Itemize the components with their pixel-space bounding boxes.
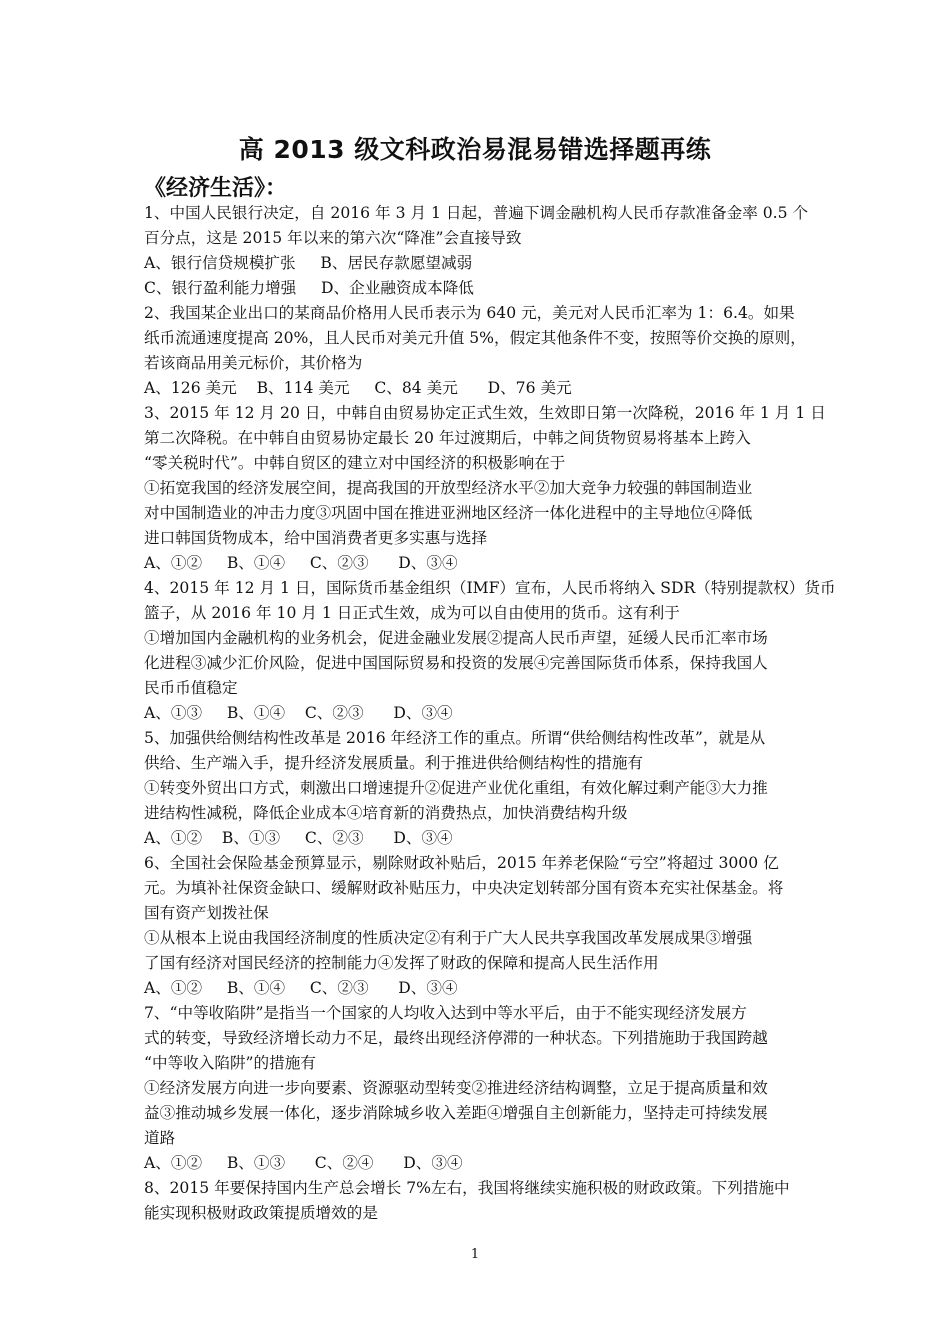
text-line: 8、2015 年要保持国内生产总会增长 7%左右，我国将继续实施积极的财政政策。下列措施中 [144, 1179, 790, 1197]
text-line: 4、2015 年 12 月 1 日，国际货币基金组织（IMF）宣布，人民币将纳入 SDR（特别提款权）货币 [144, 579, 836, 597]
text-line: 3、2015 年 12 月 20 日，中韩自由贸易协定正式生效，生效即日第一次降税，2016 年 1 月 1 日 [144, 404, 826, 422]
text-line: 5、加强供给侧结构性改革是 2016 年经济工作的重点。所谓“供给侧结构性改革”，就是从 [144, 729, 766, 747]
text-line: 进结构性减税，降低企业成本④培育新的消费热点，加快消费结构升级 [144, 804, 628, 822]
text-line: 对中国制造业的冲击力度③巩固中国在推进亚洲地区经济一体化进程中的主导地位④降低 [144, 504, 753, 522]
text-line: A、①② B、①③ C、②④ D、③④ [144, 1154, 463, 1172]
text-line: 2、我国某企业出口的某商品价格用人民币表示为 640 元，美元对人民币汇率为 1：6.4。如果 [144, 304, 795, 322]
text-line: 1、中国人民银行决定，自 2016 年 3 月 1 日起，普遍下调金融机构人民币存款准备金率 0.5 个 [144, 204, 809, 222]
text-line: A、银行信贷规模扩张 B、居民存款愿望减弱 [144, 254, 473, 272]
question-text-block [144, 201, 836, 1226]
text-line: 能实现积极财政政策提质增效的是 [144, 1204, 378, 1222]
text-line: ①经济发展方向进一步向要素、资源驱动型转变②推进经济结构调整，立足于提高质量和效 [144, 1079, 768, 1097]
text-line: 道路 [144, 1129, 176, 1147]
text-line: 篮子，从 2016 年 10 月 1 日正式生效，成为可以自由使用的货币。这有利于 [144, 604, 680, 622]
text-line: A、①② B、①③ C、②③ D、③④ [144, 829, 453, 847]
text-line: 供给、生产端入手，提升经济发展质量。利于推进供给侧结构性的措施有 [144, 754, 644, 772]
text-line: A、①② B、①④ C、②③ D、③④ [144, 979, 458, 997]
text-line: 6、全国社会保险基金预算显示，剔除财政补贴后，2015 年养老保险“亏空”将超过 3000 亿 [144, 854, 779, 872]
text-line: “零关税时代”。中韩自贸区的建立对中国经济的积极影响在于 [144, 454, 566, 472]
text-line: A、①③ B、①④ C、②③ D、③④ [144, 704, 453, 722]
page-number: 1 [470, 1247, 480, 1262]
text-line: ①拓宽我国的经济发展空间，提高我国的开放型经济水平②加大竞争力较强的韩国制造业 [144, 479, 753, 497]
section-heading: 《经济生活》： [144, 176, 288, 201]
text-line: 纸币流通速度提高 20%，且人民币对美元升值 5%，假定其他条件不变，按照等价交换的原则， [144, 329, 806, 347]
text-line: 国有资产划拨社保 [144, 904, 269, 922]
text-line: 7、“中等收陷阱”是指当一个国家的人均收入达到中等水平后，由于不能实现经济发展方 [144, 1004, 747, 1022]
text-line: ①从根本上说由我国经济制度的性质决定②有利于广大人民共享我国改革发展成果③增强 [144, 929, 753, 947]
text-line: 百分点，这是 2015 年以来的第六次“降准”会直接导致 [144, 229, 522, 247]
text-line: “中等收入陷阱”的措施有 [144, 1054, 316, 1072]
text-line: A、①② B、①④ C、②③ D、③④ [144, 554, 458, 572]
text-line: ①转变外贸出口方式，刺激出口增速提升②促进产业优化重组，有效化解过剩产能③大力推 [144, 779, 768, 797]
text-line: 式的转变，导致经济增长动力不足，最终出现经济停滞的一种状态。下列措施助于我国跨越 [144, 1029, 768, 1047]
text-line: ①增加国内金融机构的业务机会，促进金融业发展②提高人民币声望，延缓人民币汇率市场 [144, 629, 768, 647]
text-line: C、银行盈利能力增强 D、企业融资成本降低 [144, 279, 474, 297]
text-line: 第二次降税。在中韩自由贸易协定最长 20 年过渡期后，中韩之间货物贸易将基本上跨入 [144, 429, 751, 447]
text-line: A、126 美元 B、114 美元 C、84 美元 D、76 美元 [144, 379, 572, 397]
text-line: 进口韩国货物成本，给中国消费者更多实惠与选择 [144, 529, 488, 547]
text-line: 益③推动城乡发展一体化，逐步消除城乡收入差距④增强自主创新能力，坚持走可持续发展 [144, 1104, 768, 1122]
text-line: 若该商品用美元标价，其价格为 [144, 354, 363, 372]
document-title: 高 2013 级文科政治易混易错选择题再练 [238, 135, 712, 164]
text-line: 元。为填补社保资金缺口、缓解财政补贴压力，中央决定划转部分国有资本充实社保基金。将 [144, 879, 784, 897]
text-line: 民币币值稳定 [144, 679, 238, 697]
text-line: 化进程③减少汇价风险，促进中国国际贸易和投资的发展④完善国际货币体系，保持我国人 [144, 654, 768, 672]
text-line: 了国有经济对国民经济的控制能力④发挥了财政的保障和提高人民生活作用 [144, 954, 659, 972]
